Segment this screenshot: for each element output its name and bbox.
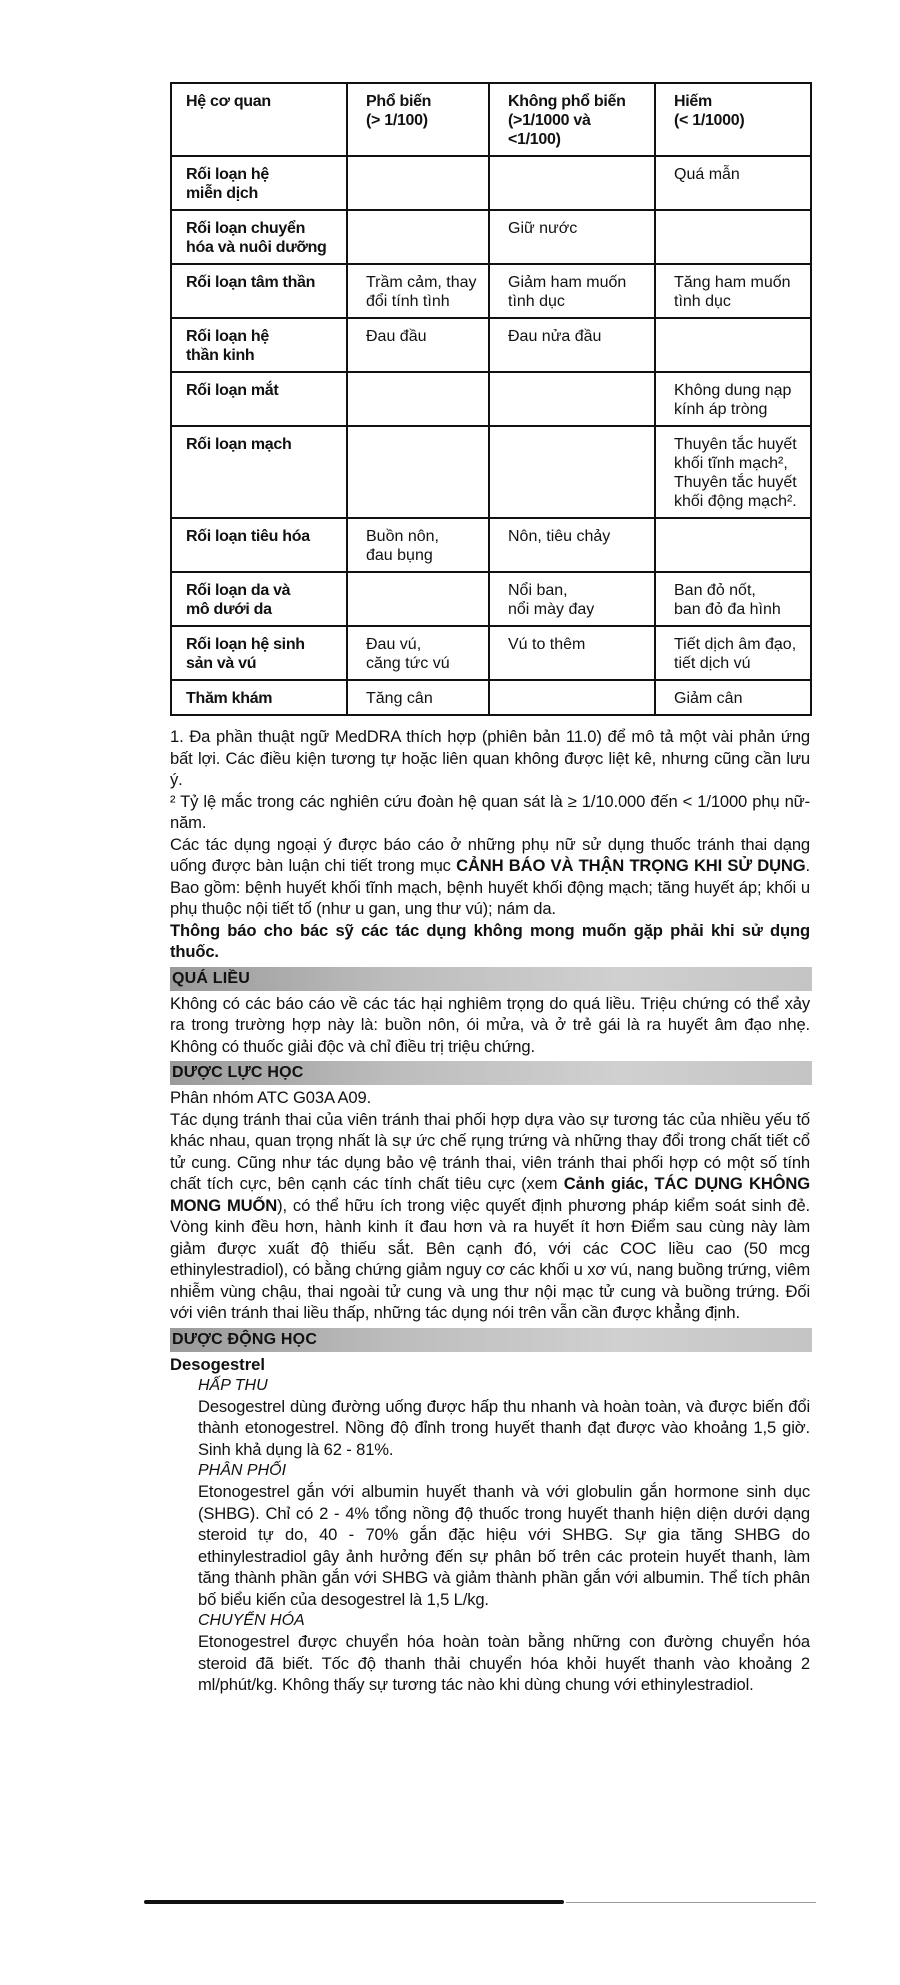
header-uncommon: Không phổ biến (>1/1000 và <1/100) (489, 83, 655, 156)
cell-common: Buồn nôn, đau bụng (347, 518, 489, 572)
report-to-doctor-note: Thông báo cho bác sỹ các tác dụng không mong muốn gặp phải khi sử dụng thuốc. (170, 920, 810, 961)
organ-system-cell: Rối loạn hệ sinh sản và vú (171, 626, 347, 680)
footnote-2: ² Tỷ lệ mắc trong các nghiên cứu đoàn hệ quan sát là ≥ 1/10.000 đến < 1/1000 phụ nữ-năm. (170, 791, 810, 832)
table-row (171, 426, 811, 518)
cell-rare: Quá mẫn (655, 156, 811, 210)
overdose-text: Không có các báo cáo về các tác hại nghiêm trọng do quá liều. Triệu chứng có thể xảy ra trong trường hợp này là: buồn nôn, ói mửa, và ở trẻ gái là ra huyết âm đạo nhẹ. Không có thuốc giải độc và chỉ điều trị triệu chứng. (170, 993, 810, 1056)
adverse-effects-table (170, 82, 812, 716)
cell-common (347, 572, 489, 626)
table-row (171, 318, 811, 372)
cell-common (347, 210, 489, 264)
cell-uncommon: Nổi ban, nổi mày đay (489, 572, 655, 626)
cell-rare (655, 210, 811, 264)
table-header-row (171, 83, 811, 156)
pharmacodynamics-section (170, 1061, 810, 1324)
adverse-effects-summary: Các tác dụng ngoại ý được báo cáo ở những phụ nữ sử dụng thuốc tránh thai dạng uống được bàn luận chi tiết trong mục CẢNH BÁO VÀ THẬN TRỌNG KHI SỬ DỤNG. Bao gồm: bệnh huyết khối tĩnh mạch, bệnh huyết khối động mạch; tăng huyết áp; khối u phụ thuộc nội tiết tố (như u gan, ung thư vú); nám da. (170, 834, 810, 918)
organ-system-cell: Rối loạn chuyển hóa và nuôi dưỡng (171, 210, 347, 264)
organ-system-cell: Rối loạn hệ thần kinh (171, 318, 347, 372)
organ-system-cell: Rối loạn mạch (171, 426, 347, 518)
table-row (171, 572, 811, 626)
table-row (171, 210, 811, 264)
header-common: Phổ biến (> 1/100) (347, 83, 489, 156)
header-organ-system: Hệ cơ quan (171, 83, 347, 156)
pharmacodynamics-text: Tác dụng tránh thai của viên tránh thai phối hợp dựa vào sự tương tác của nhiều yếu tố khác nhau, quan trọng nhất là sự ức chế rụng trứng và những thay đổi trong chất tiết cổ tử cung. Cũng như tác dụng bảo vệ tránh thai, viên tránh thai phối hợp có một số tính chất tích cực, bên cạnh các tính chất tiêu cực (xem Cảnh giác, TÁC DỤNG KHÔNG MONG MUỐN), có thể hữu ích trong việc quyết định phương pháp kiểm soát sinh đẻ. Vòng kinh đều hơn, hành kinh ít đau hơn và ra huyết ít hơn Điểm sau cùng này làm giảm được xuất độ thiếu sắt. Bên cạnh đó, với các COC liều cao (50 mcg ethinylestradiol), có bằng chứng giảm nguy cơ các khối u xơ vú, nang buồng trứng, viêm nhiễm vùng chậu, thai ngoài tử cung và ung thư nội mạc tử cung và buồng trứng. Đối với viên tránh thai liều thấp, những tác dụng nói trên vẫn cần được khẳng định. (170, 1109, 811, 1322)
table-row (171, 680, 811, 715)
cell-rare: Tăng ham muốn tình dục (655, 264, 811, 318)
table-row (171, 626, 811, 680)
pk-details (170, 1375, 810, 1696)
organ-system-cell: Rối loạn mắt (171, 372, 347, 426)
organ-system-cell: Rối loạn da và mô dưới da (171, 572, 347, 626)
organ-system-cell: Rối loạn hệ miễn dịch (171, 156, 347, 210)
cell-common: Tăng cân (347, 680, 489, 715)
table-notes (170, 726, 810, 963)
organ-system-cell: Rối loạn tâm thần (171, 264, 347, 318)
atc-code: Phân nhóm ATC G03A A09. (170, 1088, 372, 1107)
cell-common (347, 426, 489, 518)
cell-common: Trầm cảm, thay đổi tính tình (347, 264, 489, 318)
document-page (170, 82, 810, 1696)
table-row (171, 518, 811, 572)
cell-uncommon: Giảm ham muốn tình dục (489, 264, 655, 318)
cell-uncommon: Vú to thêm (489, 626, 655, 680)
cell-uncommon (489, 426, 655, 518)
table-row (171, 372, 811, 426)
absorption-text: Desogestrel dùng đường uống được hấp thu nhanh và hoàn toàn, và được biến đổi thành etonogestrel. Nồng độ đỉnh trong huyết thanh đạt được vào khoảng 1,5 giờ. Sinh khả dụng là 62 - 81%. (198, 1396, 810, 1459)
cell-uncommon (489, 680, 655, 715)
cell-rare: Ban đỏ nốt, ban đỏ đa hình (655, 572, 811, 626)
header-rare: Hiếm (< 1/1000) (655, 83, 811, 156)
distribution-heading: PHÂN PHỐI (198, 1462, 287, 1479)
cell-rare: Thuyên tắc huyết khối tĩnh mạch², Thuyên tắc huyết khối động mạch². (655, 426, 811, 518)
drug-name: Desogestrel (170, 1354, 265, 1374)
cell-rare (655, 518, 811, 572)
cell-rare: Không dung nạp kính áp tròng (655, 372, 811, 426)
table-body (171, 156, 811, 715)
section-heading-pharmacodynamics: DƯỢC LỰC HỌC (170, 1061, 812, 1085)
cell-common (347, 372, 489, 426)
cell-uncommon (489, 372, 655, 426)
cell-rare: Giảm cân (655, 680, 811, 715)
scan-underline-tail (566, 1902, 816, 1903)
footnote-1: 1. Đa phần thuật ngữ MedDRA thích hợp (phiên bản 11.0) để mô tả một vài phản ứng bất lợi. Các điều kiện tương tự hoặc liên quan không được liệt kê, nhưng cũng cần lưu ý. (170, 727, 810, 789)
table-row (171, 156, 811, 210)
section-heading-pharmacokinetics: DƯỢC ĐỘNG HỌC (170, 1328, 812, 1352)
cell-rare: Tiết dịch âm đạo, tiết dịch vú (655, 626, 811, 680)
pharmacokinetics-section (170, 1328, 810, 1696)
absorption-heading: HẤP THU (198, 1376, 268, 1394)
cell-common: Đau vú, căng tức vú (347, 626, 489, 680)
organ-system-cell: Thăm khám (171, 680, 347, 715)
scan-underline-mark (144, 1900, 564, 1904)
metabolism-text: Etonogestrel được chuyển hóa hoàn toàn bằng những con đường chuyển hóa steroid đã biết. Tốc độ thanh thải chuyển hóa khỏi huyết thanh vào khoảng 2 ml/phút/kg. Không thấy sự tương tác nào khi dùng chung với ethinylestradiol. (198, 1632, 810, 1694)
metabolism-heading: CHUYỂN HÓA (198, 1612, 305, 1629)
distribution-text: Etonogestrel gắn với albumin huyết thanh và với globulin gắn hormone sinh dục (SHBG). Chỉ có 2 - 4% tổng nồng độ thuốc trong huyết thanh hiện diện dưới dạng steroid tự do, 40 - 70% gắn đặc hiệu với SHBG. Sự gia tăng SHBG do ethinylestradiol gây ảnh hưởng đến sự phân bố trên các protein huyết thanh, làm tăng thành phần gắn với SHBG và giảm thành phần gắn với albumin. Thể tích phân bố biểu kiến của desogestrel là 1,5 L/kg. (198, 1482, 810, 1609)
organ-system-cell: Rối loạn tiêu hóa (171, 518, 347, 572)
cell-common: Đau đầu (347, 318, 489, 372)
cell-rare (655, 318, 811, 372)
cell-uncommon: Nôn, tiêu chảy (489, 518, 655, 572)
cell-uncommon: Giữ nước (489, 210, 655, 264)
cell-uncommon (489, 156, 655, 210)
section-heading-overdose: QUÁ LIỀU (170, 967, 812, 991)
cell-uncommon: Đau nửa đầu (489, 318, 655, 372)
cell-common (347, 156, 489, 210)
table-row (171, 264, 811, 318)
overdose-section (170, 967, 810, 1058)
